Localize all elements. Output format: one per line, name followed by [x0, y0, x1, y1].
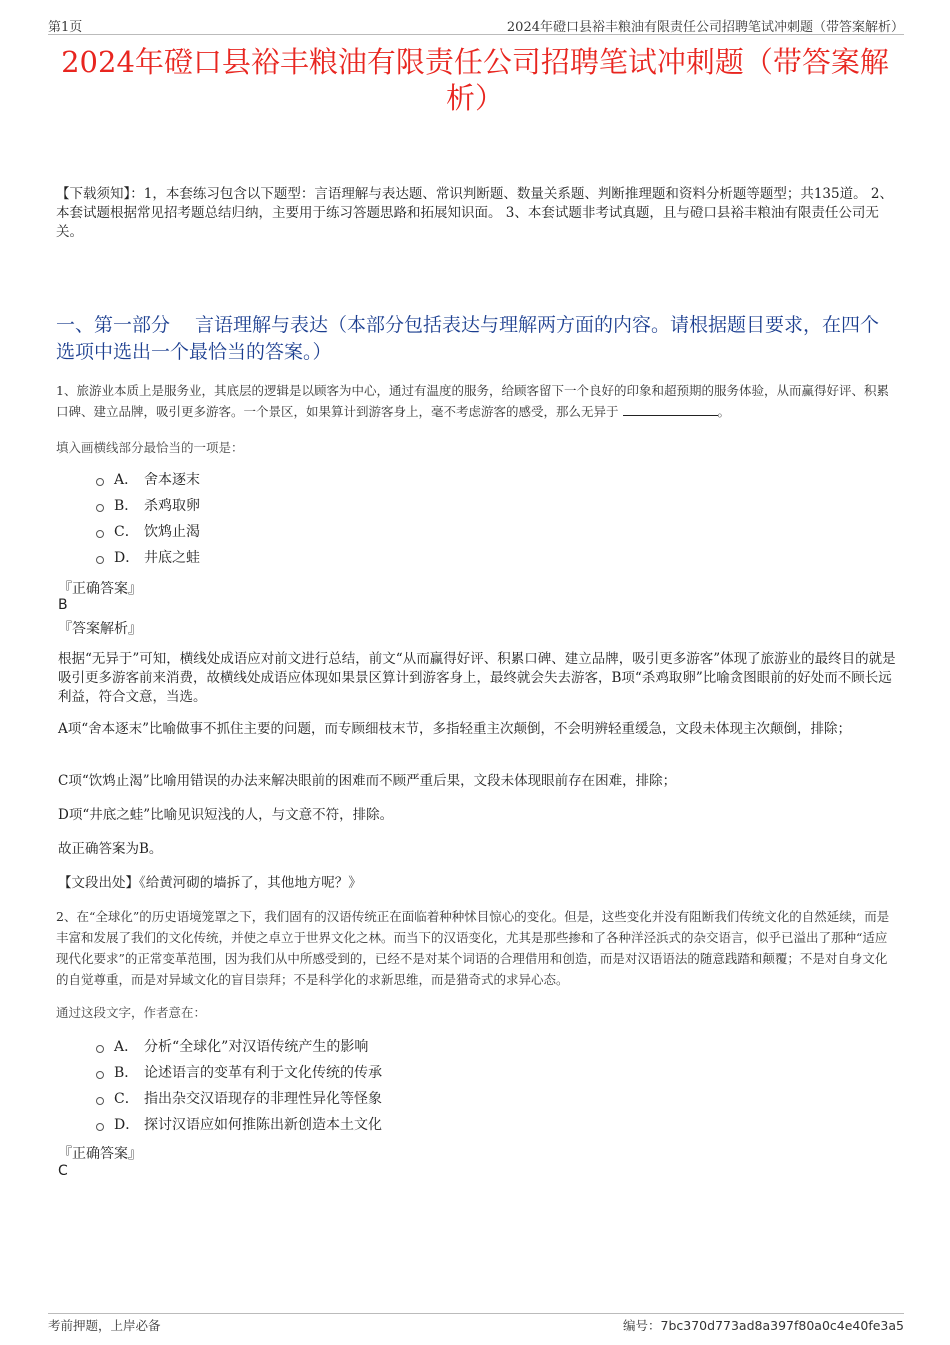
radio-icon[interactable]	[96, 1097, 104, 1105]
analysis-label: 『答案解析』	[58, 621, 142, 637]
code-value: 7bc370d773ad8a397f80a0c4e40fe3a5	[660, 1318, 904, 1333]
answer-value: B	[58, 597, 68, 613]
answer-value: C	[58, 1163, 68, 1179]
option-d[interactable]	[96, 545, 200, 571]
answer-label: 『正确答案』	[58, 1146, 142, 1162]
option-text: 舍本逐末	[144, 472, 200, 488]
option-key: D．	[114, 1117, 140, 1133]
option-key: C．	[114, 1091, 139, 1107]
option-text: 井底之蛙	[144, 550, 200, 566]
source-citation: 【文段出处】《给黄河砌的墙拆了，其他地方呢？》	[58, 875, 362, 891]
download-notice: 【下载须知】：1，本套练习包含以下题型：言语理解与表达题、常识判断题、数量关系题、判断推理题和资料分析题等题型；共135道。 2、本套试题根据常见招考题总结归纳，主要用于练习答题思路和拓展知识面。 3、本套试题非考试真题，且与磴口县裕丰粮油有限责任公司无关。	[56, 186, 893, 240]
option-c[interactable]	[96, 1086, 382, 1112]
option-a[interactable]	[96, 1034, 382, 1060]
document-title: 2024年磴口县裕丰粮油有限责任公司招聘笔试冲刺题（带答案解析）	[61, 45, 889, 115]
radio-icon[interactable]	[96, 1123, 104, 1131]
option-a[interactable]	[96, 467, 200, 493]
analysis-paragraph: 故正确答案为B。	[58, 841, 163, 857]
question-1-end: 。	[717, 404, 731, 419]
option-b[interactable]	[96, 493, 200, 519]
radio-icon[interactable]	[96, 556, 104, 564]
fill-blank	[623, 403, 718, 416]
question-1-options	[96, 467, 200, 571]
question-1-body: 1、旅游业本质上是服务业，其底层的逻辑是以顾客为中心，通过有温度的服务，给顾客留下一个良好的印象和超预期的服务体验，从而赢得好评、积累口碑、建立品牌，吸引更多游客。一个景区，如果算计到游客身上，毫不考虑游客的感受，那么无异于	[56, 383, 889, 419]
option-text: 分析“全球化”对汉语传统产生的影响	[144, 1039, 369, 1055]
question-1-stem: 填入画横线部分最恰当的一项是：	[56, 440, 244, 455]
option-text: 论述语言的变革有利于文化传统的传承	[144, 1065, 382, 1081]
document-code	[623, 1316, 904, 1334]
analysis-paragraph: 根据“无异于”可知，横线处成语应对前文进行总结，前文“从而赢得好评、积累口碑、建立品牌，吸引更多游客”体现了旅游业的最终目的就是吸引更多游客前来消费，故横线处成语应体现如果景区算计到游客身上，最终就会失去游客，B项“杀鸡取卵”比喻贪图眼前的好处而不顾长远利益，符合文意，当选。	[58, 651, 896, 705]
analysis-paragraph: D项“井底之蛙”比喻见识短浅的人，与文意不符，排除。	[58, 807, 394, 823]
answer-label: 『正确答案』	[58, 581, 142, 597]
analysis-paragraph: A项“舍本逐末”比喻做事不抓住主要的问题，而专顾细枝末节，多指轻重主次颠倒，不会明辨轻重缓急，文段未体现主次颠倒，排除；	[58, 721, 852, 737]
option-b[interactable]	[96, 1060, 382, 1086]
page-header	[48, 14, 904, 35]
option-key: A．	[114, 1039, 139, 1055]
option-key: B．	[114, 1065, 139, 1081]
section-heading: 一、第一部分 言语理解与表达（本部分包括表达与理解两方面的内容。请根据题目要求，在四个选项中选出一个最恰当的答案。）	[56, 314, 880, 363]
option-key: B．	[114, 498, 139, 514]
radio-icon[interactable]	[96, 478, 104, 486]
radio-icon[interactable]	[96, 1071, 104, 1079]
question-1-text	[56, 380, 898, 422]
code-label: 编号：	[623, 1318, 661, 1333]
radio-icon[interactable]	[96, 504, 104, 512]
question-2-options	[96, 1034, 382, 1138]
option-text: 杀鸡取卵	[144, 498, 200, 514]
option-text: 指出杂交汉语现存的非理性异化等怪象	[144, 1091, 382, 1107]
option-d[interactable]	[96, 1112, 382, 1138]
option-c[interactable]	[96, 519, 200, 545]
option-key: C．	[114, 524, 139, 540]
page-footer	[48, 1313, 904, 1334]
option-text: 探讨汉语应如何推陈出新创造本土文化	[144, 1117, 382, 1133]
header-title: 2024年磴口县裕丰粮油有限责任公司招聘笔试冲刺题（带答案解析）	[506, 20, 904, 35]
option-text: 饮鸩止渴	[144, 524, 200, 540]
question-2-text: 2、在“全球化”的历史语境笼罩之下，我们固有的汉语传统正在面临着种种怵目惊心的变化。但是，这些变化并没有阻断我们传统文化的自然延续，而是丰富和发展了我们的文化传统，并使之卓立于世界文化之林。而当下的汉语变化，尤其是那些掺和了各种洋泾浜式的杂交语言，似乎已溢出了那种“适应现代化要求”的正常变革范围，因为我们从中所感受到的，已经不是对某个词语的合理借用和创造，而是对汉语语法的随意践踏和颠覆；不是对自身文化的自觉尊重，而是对异域文化的盲目崇拜；不是科学化的求新思维，而是猎奇式的求异心态。	[56, 909, 890, 987]
question-2-stem: 通过这段文字，作者意在：	[56, 1005, 207, 1020]
option-key: D．	[114, 550, 140, 566]
option-key: A．	[114, 472, 139, 488]
page-number: 第1页	[48, 20, 83, 35]
radio-icon[interactable]	[96, 1045, 104, 1053]
radio-icon[interactable]	[96, 530, 104, 538]
footer-slogan: 考前押题，上岸必备	[48, 1318, 161, 1333]
analysis-paragraph: C项“饮鸩止渴”比喻用错误的办法来解决眼前的困难而不顾严重后果，文段未体现眼前存在困难，排除；	[58, 773, 677, 789]
